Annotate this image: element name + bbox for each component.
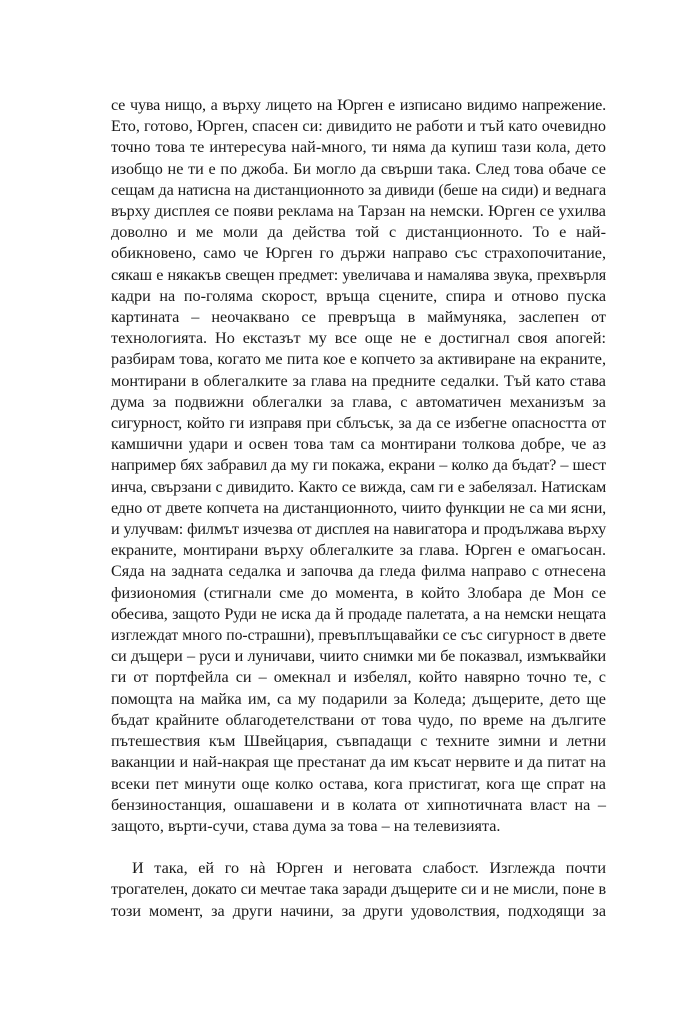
text-line: сигурност, който ги изправя при сблъсък, за да се избегне опасността от bbox=[111, 414, 606, 433]
text-line: например бях забравил да му ги покажа, екрани – колко да бъдат? – шест bbox=[111, 456, 606, 475]
text-line: изглеждат много по-страшни), превъплъщавайки се със сигурност в двете bbox=[111, 627, 606, 645]
text-line: и улучвам: филмът изчезва от дисплея на навигатора и продължава върху bbox=[111, 520, 606, 539]
text-line: пътешествия към Швейцария, съвпадащи с техните зимни и летни bbox=[111, 732, 606, 751]
text-line: екраните, монтирани върху облегалките за глава. Юрген е омагьосан. bbox=[111, 541, 606, 560]
text-line: изобщо не ти е по джоба. Би могло да свърши така. След това обаче се bbox=[111, 159, 606, 178]
text-line: ваканции и най-накрая ще престанат да им късат нервите и да питат на bbox=[111, 753, 606, 772]
text-line: обесива, защото Руди не иска да й продаде палетата, а на немски нещата bbox=[111, 604, 606, 623]
text-line: камшични удари и освен това там са монтирани толкова добре, че аз bbox=[111, 435, 606, 454]
text-line: ги от портфейла си – омекнал и избелял, който навярно точно те, с bbox=[111, 668, 606, 687]
text-line: физиономия (стигнали сме до момента, в който Злобара де Мон се bbox=[111, 583, 606, 602]
text-line: всеки пет минути още колко остава, кога пристигат, кога ще спрат на bbox=[111, 774, 606, 793]
text-line: картината – неочаквано се превръща в маймуняка, заслепен от bbox=[111, 308, 606, 327]
text-line: този момент, за други начини, за други удоволствия, подходящи за bbox=[111, 901, 606, 920]
text-line: монтирани в облегалките за глава на предните седалки. Тъй като става bbox=[111, 371, 606, 390]
text-line: точно това те интересува най-много, ти няма да купиш тази кола, дето bbox=[111, 138, 606, 157]
paragraph-2 bbox=[111, 858, 606, 922]
text-line: кадри на по-голяма скорост, връща сцените, спира и отново пуска bbox=[111, 286, 606, 305]
text-line: сещам да натисна на дистанционното за дивиди (беше на сиди) и веднага bbox=[111, 180, 606, 199]
text-line: защото, върти-сучи, става дума за това – на телевизията. bbox=[111, 816, 501, 835]
text-line: И така, ей го нà Юрген и неговата слабост. Изглежда почти bbox=[132, 859, 606, 878]
text-line: доволно и ме моли да действа той с дистанционното. То е най- bbox=[111, 223, 606, 242]
text-line: едно от двете копчета на дистанционното, чиито функции не са ми ясни, bbox=[111, 498, 606, 517]
text-line: върху дисплея се появи реклама на Тарзан на немски. Юрген се ухилва bbox=[111, 202, 606, 221]
body-text bbox=[111, 95, 606, 922]
text-line: дума за подвижни облегалки за глава, с автоматичен механизъм за bbox=[111, 392, 606, 411]
text-line: трогателен, докато си мечтае така заради дъщерите си и не мисли, поне в bbox=[111, 880, 606, 899]
text-line: технологията. Но екстазът му все още не е достигнал своя апогей: bbox=[111, 329, 606, 348]
text-line: Ето, готово, Юрген, спасен си: дивидито не работи и тъй като очевидно bbox=[111, 117, 606, 136]
text-line: сякаш е някакъв свещен предмет: увеличава и намалява звука, прехвърля bbox=[111, 265, 606, 284]
text-line: разбирам това, когато ме пита кое е копчето за активиране на екраните, bbox=[111, 350, 606, 369]
text-line: се чува нищо, а върху лицето на Юрген е изписано видимо напрежение. bbox=[111, 96, 606, 114]
text-line: Сяда на задната седалка и започва да гледа филма направо с отнесена bbox=[111, 562, 606, 581]
paragraph-1 bbox=[111, 95, 606, 837]
text-line: инча, свързани с дивидито. Както се вижда, сам ги е забелязал. Натискам bbox=[111, 477, 606, 496]
text-line: си дъщери – руси и луничави, чиито снимки ми бе показвал, измъквайки bbox=[111, 647, 606, 666]
text-line: бъдат крайните облагодетелствани от това чудо, по време на дългите bbox=[111, 710, 606, 729]
text-line: бензиностанция, ошашавени и в колата от хипнотичната власт на – bbox=[111, 795, 606, 814]
text-line: обикновено, само че Юрген го държи направо със страхопочитание, bbox=[111, 244, 606, 263]
text-line: помощта на майка им, са му подарили за Коледа; дъщерите, дето ще bbox=[111, 689, 606, 708]
